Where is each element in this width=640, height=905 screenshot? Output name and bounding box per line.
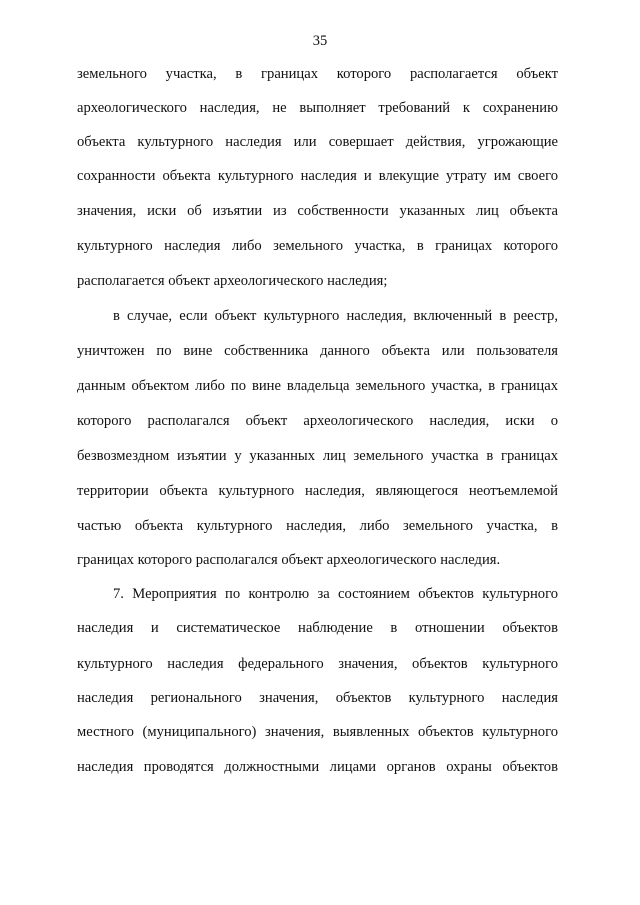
text-line: уничтожен по вине собственника данного объекта или пользователя	[77, 343, 558, 359]
text-line: значения, иски об изъятии из собственности указанных лиц объекта	[77, 203, 558, 219]
text-line: данным объектом либо по вине владельца земельного участка, в границах	[77, 378, 558, 394]
paragraph-first-line: в случае, если объект культурного наследия, включенный в реестр,	[113, 308, 558, 324]
text-line: частью объекта культурного наследия, либо земельного участка, в	[77, 518, 558, 534]
text-line: местного (муниципального) значения, выявленных объектов культурного	[77, 724, 558, 740]
text-line: располагается объект археологического наследия;	[77, 273, 388, 289]
text-line: наследия проводятся должностными лицами органов охраны объектов	[77, 759, 558, 775]
text-line: сохранности объекта культурного наследия и влекущие утрату им своего	[77, 168, 558, 184]
text-line: археологического наследия, не выполняет требований к сохранению	[77, 100, 558, 116]
page-number: 35	[312, 33, 328, 49]
text-line: безвозмездном изъятии у указанных лиц земельного участка в границах	[77, 448, 558, 464]
text-line: культурного наследия федерального значения, объектов культурного	[77, 656, 558, 672]
text-line: земельного участка, в границах которого располагается объект	[77, 66, 558, 82]
text-line: границах которого располагался объект археологического наследия.	[77, 552, 501, 568]
paragraph-first-line: 7. Мероприятия по контролю за состоянием объектов культурного	[113, 586, 558, 602]
text-line: наследия регионального значения, объектов культурного наследия	[77, 690, 558, 706]
text-line: территории объекта культурного наследия, являющегося неотъемлемой	[77, 483, 558, 499]
text-line: наследия и систематическое наблюдение в отношении объектов	[77, 620, 558, 636]
text-line: культурного наследия либо земельного участка, в границах которого	[77, 238, 558, 254]
text-line: объекта культурного наследия или совершает действия, угрожающие	[77, 134, 558, 150]
text-line: которого располагался объект археологического наследия, иски о	[77, 413, 558, 429]
